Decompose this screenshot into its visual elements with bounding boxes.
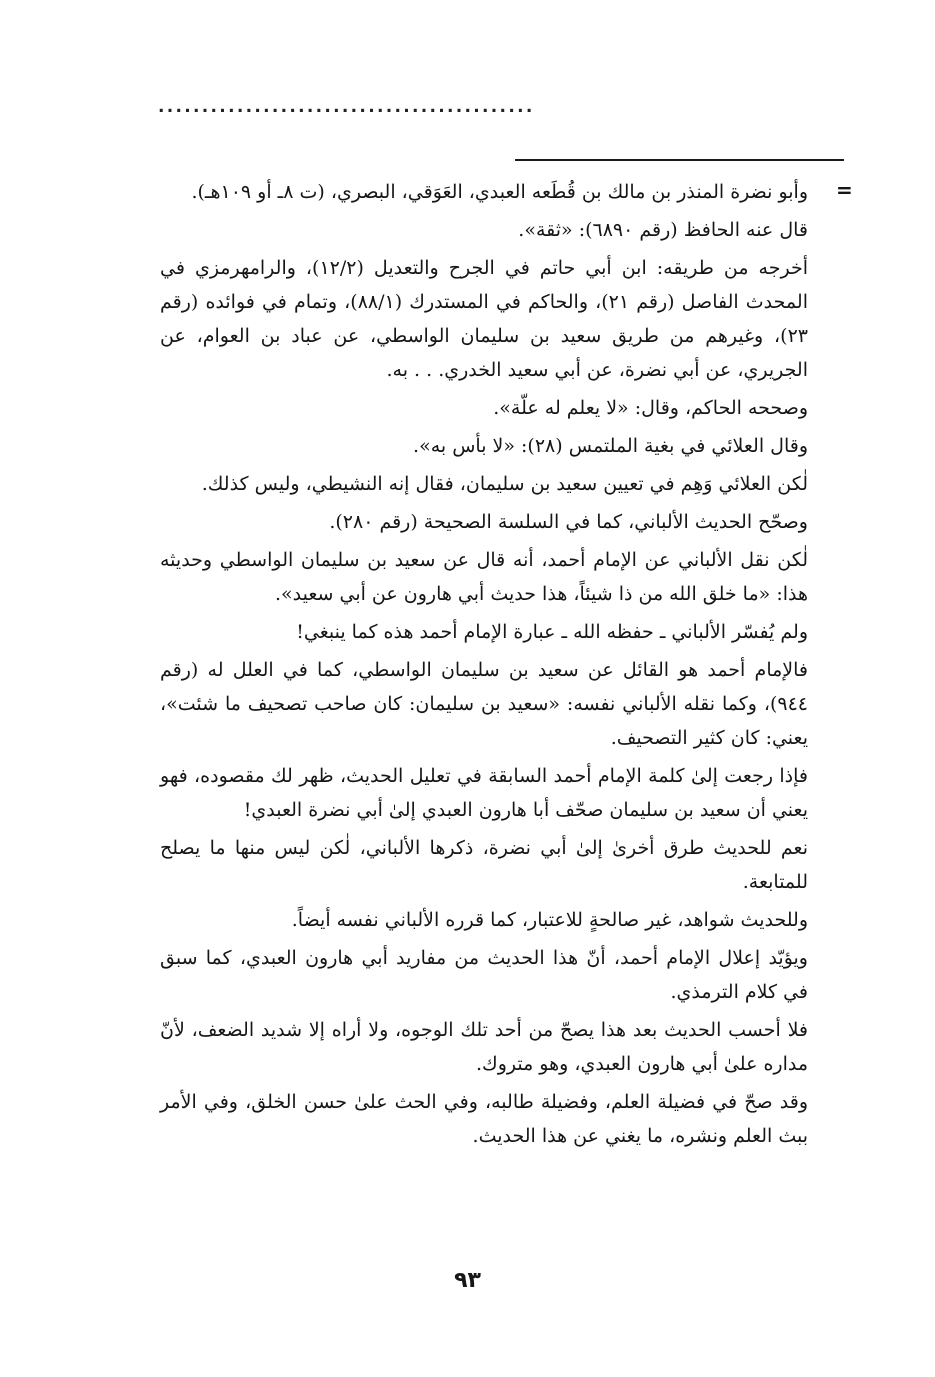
paragraph: قال عنه الحافظ (رقم ٦٨٩٠): «ثقة». xyxy=(518,219,808,241)
paragraph: وقد صحّ في فضيلة العلم، وفضيلة طالبه، وفي الحث علىٰ حسن الخلق، وفي الأمر ببث العلم ونشره، ما يغني عن هذا الحديث. xyxy=(160,1091,808,1147)
paragraph: وقال العلائي في بغية الملتمس (٢٨): «لا بأس به». xyxy=(413,435,808,457)
footnote-continuation-mark: = xyxy=(836,178,853,202)
paragraph: وأبو نضرة المنذر بن مالك بن قُطَعه العبدي، العَوَقي، البصري، (ت ٨ـ أو ١٠٩هـ). xyxy=(191,181,808,203)
paragraph: ولم يُفسّر الألباني ـ حفظه الله ـ عبارة الإمام أحمد هذه كما ينبغي! xyxy=(296,621,808,643)
paragraph: فلا أحسب الحديث بعد هذا يصحّ من أحد تلك الوجوه، ولا أراه إلا شديد الضعف، لأنّ مداره علىٰ أبي هارون العبدي، وهو متروك. xyxy=(160,1019,808,1075)
footnote-body xyxy=(160,175,808,1157)
paragraph: وصححه الحاكم، وقال: «لا يعلم له علّة». xyxy=(493,397,808,419)
paragraph: لٰكن العلائي وَهِم في تعيين سعيد بن سليمان، فقال إنه النشيطي، وليس كذلك. xyxy=(201,473,808,495)
paragraph: وللحديث شواهد، غير صالحةٍ للاعتبار، كما قرره الألباني نفسه أيضاً. xyxy=(291,909,808,931)
page-number: ٩٣ xyxy=(454,1268,481,1293)
paragraph: فإذا رجعت إلىٰ كلمة الإمام أحمد السابقة في تعليل الحديث، ظهر لك مقصوده، فهو يعني أن سعيد بن سليمان صحّف أبا هارون العبدي إلىٰ أبي نضرة العبدي! xyxy=(160,765,808,821)
footnote-separator-rule xyxy=(515,159,844,161)
paragraph: فالإمام أحمد هو القائل عن سعيد بن سليمان الواسطي، كما في العلل له (رقم ٩٤٤)، وكما نقله الألباني نفسه: «سعيد بن سليمان: كان صاحب تصحيف ما شئت»، يعني: كان كثير التصحيف. xyxy=(160,659,808,749)
paragraph: لٰكن نقل الألباني عن الإمام أحمد، أنه قال عن سعيد بن سليمان الواسطي وحديثه هذا: «ما خلق الله من ذا شيئاً، هذا حديث أبي هارون عن أبي سعيد». xyxy=(160,549,808,605)
paragraph: نعم للحديث طرق أخرىٰ إلىٰ أبي نضرة، ذكرها الألباني، لٰكن ليس منها ما يصلح للمتابعة. xyxy=(160,837,808,893)
paragraph: أخرجه من طريقه: ابن أبي حاتم في الجرح والتعديل (١٢/٢)، والرامهرمزي في المحدث الفاصل (رقم ٢١)، والحاكم في المستدرك (٨٨/١)، وتمام في فوائده (رقم ٢٣)، وغيرهم من طريق سعيد بن سليمان الواسطي، عن عباد بن العوام، عن الجريري، عن أبي نضرة، عن أبي سعيد الخدري. . . به. xyxy=(160,257,808,381)
paragraph: ويؤيّد إعلال الإمام أحمد، أنّ هذا الحديث من مفاريد أبي هارون العبدي، كما سبق في كلام الترمذي. xyxy=(160,947,808,1003)
paragraph: وصحّح الحديث الألباني، كما في السلسة الصحيحة (رقم ٢٨٠). xyxy=(329,511,808,533)
header-ornament: ........................................... xyxy=(158,99,535,115)
